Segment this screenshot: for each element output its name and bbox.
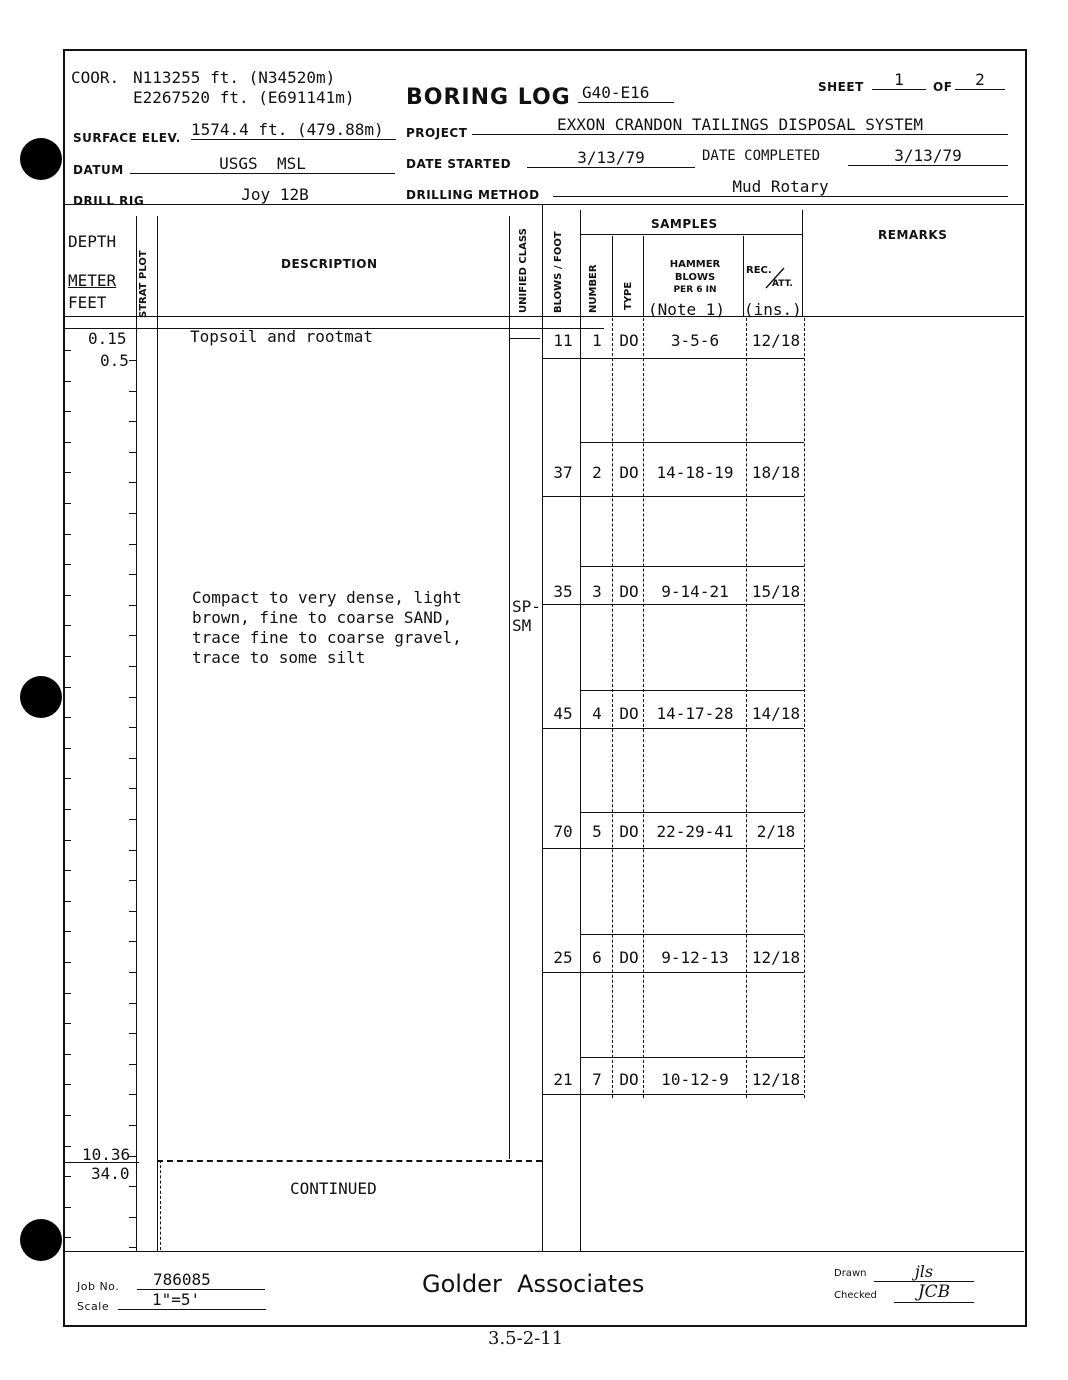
depth-tick xyxy=(129,391,136,392)
boring-id: G40-E16 xyxy=(578,83,674,103)
scale-label: Scale xyxy=(77,1300,110,1313)
depth-tick xyxy=(64,564,71,565)
col-unified-class: UNIFIED CLASS xyxy=(518,228,529,313)
depth-tick xyxy=(129,1125,136,1126)
depth-tick xyxy=(64,1176,71,1177)
sample-recovery: 15/18 xyxy=(751,582,801,601)
sample-number: 3 xyxy=(592,582,602,601)
depth-tick xyxy=(64,717,71,718)
depth-tick xyxy=(129,360,136,361)
depth-tick xyxy=(64,1237,71,1238)
depth-tick xyxy=(129,1217,136,1218)
sample-number: 1 xyxy=(592,331,602,350)
sample-blows: 45 xyxy=(553,704,573,723)
rec-att-slash xyxy=(764,266,786,290)
col-ins: (ins.) xyxy=(744,300,802,319)
sample-type: DO xyxy=(619,582,639,601)
datum-label: DATUM xyxy=(73,163,124,177)
depth-tick xyxy=(64,840,71,841)
depth-tick xyxy=(64,595,71,596)
date-started: 3/13/79 xyxy=(527,148,695,168)
page-number: 3.5-2-11 xyxy=(488,1328,564,1349)
desc-line: trace to some silt xyxy=(192,648,366,667)
col-type: TYPE xyxy=(623,281,634,310)
depth-tick xyxy=(64,1084,71,1085)
sample-number: 6 xyxy=(592,948,602,967)
depth-tick xyxy=(129,1094,136,1095)
depth-tick xyxy=(129,1247,136,1248)
depth-tick xyxy=(129,880,136,881)
col-blows-foot: BLOWS / FOOT xyxy=(553,231,564,313)
punch-hole xyxy=(20,1219,62,1261)
depth-tick xyxy=(129,697,136,698)
main-description xyxy=(192,588,462,668)
depth-tick xyxy=(129,911,136,912)
sample-blows: 70 xyxy=(553,822,573,841)
sample-hammer-blows: 14-17-28 xyxy=(656,704,734,723)
checked-by: JCB xyxy=(894,1282,974,1303)
depth-tick xyxy=(129,421,136,422)
form-title: BORING LOG xyxy=(406,85,571,110)
drill-rig-label: DRILL RIG xyxy=(73,194,145,208)
col-hammer-1: HAMMER xyxy=(669,259,721,270)
sample-blows: 21 xyxy=(553,1070,573,1089)
depth-tick xyxy=(64,1023,71,1024)
desc-line: Compact to very dense, light xyxy=(192,588,462,607)
sample-number: 5 xyxy=(592,822,602,841)
sample-hammer-blows: 9-12-13 xyxy=(661,948,729,967)
depth-tick xyxy=(129,482,136,483)
col-number: NUMBER xyxy=(588,264,599,313)
col-hammer xyxy=(645,258,745,297)
depth-tick xyxy=(64,1115,71,1116)
scale-value: 1"=5' xyxy=(118,1290,266,1310)
sample-type: DO xyxy=(619,704,639,723)
punch-hole xyxy=(20,676,62,718)
job-number: 786085 xyxy=(137,1270,265,1290)
sample-recovery: 12/18 xyxy=(751,331,801,350)
depth-tick xyxy=(64,1054,71,1055)
desc-line: brown, fine to coarse SAND, xyxy=(192,608,453,627)
depth-tick xyxy=(64,687,71,688)
depth-tick xyxy=(129,635,136,636)
sample-number: 2 xyxy=(592,463,602,482)
drilling-method: Mud Rotary xyxy=(553,177,1008,197)
drilling-method-label: DRILLING METHOD xyxy=(406,188,540,202)
sample-type: DO xyxy=(619,463,639,482)
depth-tick xyxy=(129,574,136,575)
depth-tick xyxy=(64,962,71,963)
sample-recovery: 2/18 xyxy=(756,822,796,841)
surface-elev: 1574.4 ft. (479.88m) xyxy=(191,120,396,140)
depth-tick xyxy=(129,850,136,851)
depth-tick xyxy=(129,1003,136,1004)
depth-tick xyxy=(129,666,136,667)
col-hammer-3: PER 6 IN xyxy=(673,285,717,295)
top-layer-meter: 0.15 xyxy=(88,329,127,348)
depth-tick xyxy=(129,819,136,820)
depth-tick xyxy=(64,931,71,932)
depth-tick xyxy=(64,442,71,443)
depth-tick xyxy=(64,901,71,902)
depth-tick xyxy=(64,503,71,504)
col-hammer-note: (Note 1) xyxy=(648,300,726,319)
continued-label: CONTINUED xyxy=(290,1179,377,1198)
date-started-label: DATE STARTED xyxy=(406,157,512,171)
sheet-label: SHEET xyxy=(818,80,864,94)
sample-type: DO xyxy=(619,331,639,350)
drawn-by: jls xyxy=(874,1262,974,1282)
sample-recovery: 12/18 xyxy=(751,1070,801,1089)
sample-type: DO xyxy=(619,1070,639,1089)
depth-tick xyxy=(64,1146,71,1147)
col-rec: REC. xyxy=(746,265,772,276)
depth-tick xyxy=(64,778,71,779)
topsoil-description: Topsoil and rootmat xyxy=(190,327,374,346)
sheet-number: 1 xyxy=(872,70,926,90)
sample-blows: 35 xyxy=(553,582,573,601)
sample-hammer-blows: 22-29-41 xyxy=(656,822,734,841)
col-att: ATT. xyxy=(772,279,793,289)
sample-hammer-blows: 3-5-6 xyxy=(670,331,720,350)
sample-hammer-blows: 14-18-19 xyxy=(656,463,734,482)
col-depth: DEPTH xyxy=(68,232,117,251)
date-completed-label: DATE COMPLETED xyxy=(702,148,821,164)
sample-recovery: 14/18 xyxy=(751,704,801,723)
sheet-total: 2 xyxy=(955,70,1005,90)
col-samples: SAMPLES xyxy=(651,217,718,231)
sample-blows: 25 xyxy=(553,948,573,967)
sample-blows: 37 xyxy=(553,463,573,482)
uscs-class-2: SM xyxy=(512,616,532,635)
coor-label: COOR. xyxy=(71,68,120,87)
sample-hammer-blows: 9-14-21 xyxy=(661,582,729,601)
project-label: PROJECT xyxy=(406,126,468,140)
checked-label: Checked xyxy=(834,1290,877,1301)
sample-blows: 11 xyxy=(553,331,573,350)
coor-east: E2267520 ft. (E691141m) xyxy=(133,88,355,107)
depth-tick xyxy=(64,625,71,626)
depth-tick xyxy=(129,758,136,759)
col-feet: FEET xyxy=(68,293,107,312)
depth-tick xyxy=(64,748,71,749)
depth-tick xyxy=(64,993,71,994)
sample-number: 4 xyxy=(592,704,602,723)
date-completed: 3/13/79 xyxy=(848,146,1008,166)
project-name: EXXON CRANDON TAILINGS DISPOSAL SYSTEM xyxy=(472,115,1008,135)
sample-type: DO xyxy=(619,822,639,841)
depth-tick xyxy=(129,972,136,973)
depth-tick xyxy=(129,513,136,514)
col-meter: METER xyxy=(68,271,117,290)
sample-recovery: 12/18 xyxy=(751,948,801,967)
depth-tick xyxy=(64,870,71,871)
depth-tick xyxy=(129,727,136,728)
depth-tick xyxy=(64,472,71,473)
depth-tick xyxy=(64,381,71,382)
coor-north: N113255 ft. (N34520m) xyxy=(133,68,336,87)
depth-tick xyxy=(64,534,71,535)
drawn-label: Drawn xyxy=(834,1268,867,1279)
depth-tick xyxy=(129,1033,136,1034)
depth-tick xyxy=(64,809,71,810)
top-layer-feet: 0.5 xyxy=(100,351,129,370)
depth-tick xyxy=(64,656,71,657)
sample-type: DO xyxy=(619,948,639,967)
drill-rig: Joy 12B xyxy=(155,185,395,205)
uscs-class-1: SP- xyxy=(512,597,541,616)
depth-tick xyxy=(64,350,71,351)
col-hammer-2: BLOWS xyxy=(674,272,716,283)
col-description: DESCRIPTION xyxy=(281,257,378,271)
depth-tick xyxy=(129,1064,136,1065)
bottom-layer-feet: 34.0 xyxy=(91,1164,130,1183)
depth-tick xyxy=(129,544,136,545)
depth-tick xyxy=(129,1186,136,1187)
company-name: Golder Associates xyxy=(422,1270,645,1298)
depth-tick xyxy=(129,605,136,606)
of-label: OF xyxy=(933,80,953,94)
depth-tick xyxy=(129,452,136,453)
col-remarks: REMARKS xyxy=(878,228,948,242)
surface-elev-label: SURFACE ELEV. xyxy=(73,131,181,145)
depth-tick xyxy=(129,941,136,942)
bottom-layer-meter: 10.36 xyxy=(82,1145,131,1164)
depth-tick xyxy=(129,788,136,789)
sample-hammer-blows: 10-12-9 xyxy=(661,1070,729,1089)
sample-number: 7 xyxy=(592,1070,602,1089)
depth-tick xyxy=(64,1207,71,1208)
desc-line: trace fine to coarse gravel, xyxy=(192,628,462,647)
punch-hole xyxy=(20,138,62,180)
job-label: Job No. xyxy=(77,1280,120,1293)
datum-value: USGS MSL xyxy=(130,154,395,174)
sample-recovery: 18/18 xyxy=(751,463,801,482)
col-strat-plot: STRAT PLOT xyxy=(138,250,149,318)
depth-tick xyxy=(64,411,71,412)
